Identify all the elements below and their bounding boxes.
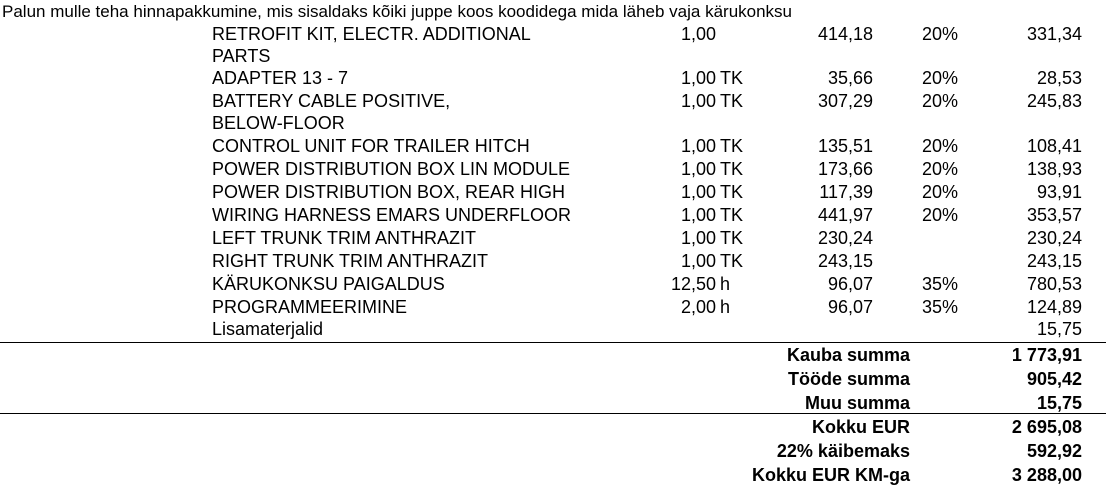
item-total: 28,53 [1036, 68, 1082, 88]
item-qty: 2,00 [680, 297, 716, 317]
line-item [0, 273, 1106, 295]
line-item [0, 90, 1106, 112]
item-total: 331,34 [1026, 24, 1082, 44]
line-item [0, 158, 1106, 180]
item-unit: TK [720, 136, 744, 156]
line-item [0, 204, 1106, 226]
line-item [0, 135, 1106, 157]
item-unit: TK [720, 205, 744, 225]
item-price: 441,97 [817, 205, 873, 225]
subtotal-label: Muu summa [804, 393, 910, 413]
grand-total-label: Kokku EUR KM-ga [751, 465, 910, 485]
vat-value: 592,92 [1026, 441, 1082, 461]
item-unit: TK [720, 68, 744, 88]
intro-text: Palun mulle teha hinnapakkumine, mis sisaldaks kõiki juppe koos koodidega mida läheb vaja kärukonksu [2, 2, 793, 21]
item-total: 245,83 [1026, 91, 1082, 111]
item-qty: 12,50 [670, 274, 716, 294]
subtotal-label: Kauba summa [786, 345, 910, 365]
item-price: 230,24 [817, 228, 873, 248]
subtotal-row [0, 343, 1106, 367]
subtotal-label: Tööde summa [787, 369, 910, 389]
line-item [0, 227, 1106, 249]
item-qty: 1,00 [680, 68, 716, 88]
divider-line [0, 413, 1106, 414]
item-name: WIRING HARNESS EMARS UNDERFLOOR [212, 205, 572, 225]
item-name: RIGHT TRUNK TRIM ANTHRAZIT [212, 251, 489, 271]
subtotal-row [0, 391, 1106, 415]
item-price: 414,18 [817, 24, 873, 44]
item-total: 230,24 [1026, 228, 1082, 248]
item-name: PROGRAMMEERIMINE [212, 297, 408, 317]
vat-row [0, 439, 1106, 463]
item-vat: 20% [922, 182, 959, 202]
line-item [0, 250, 1106, 272]
item-total: 353,57 [1026, 205, 1082, 225]
item-price: 35,66 [827, 68, 873, 88]
item-name: ADAPTER 13 - 7 [212, 68, 349, 88]
item-name-line2: PARTS [212, 46, 271, 66]
item-vat: 35% [922, 297, 959, 317]
item-name: CONTROL UNIT FOR TRAILER HITCH [212, 136, 530, 156]
item-total: 243,15 [1026, 251, 1082, 271]
item-vat: 20% [922, 24, 959, 44]
item-unit: h [720, 274, 731, 294]
subtotal-value: 1 773,91 [1011, 345, 1082, 365]
item-name: POWER DISTRIBUTION BOX, REAR HIGH [212, 182, 566, 202]
item-vat: 35% [922, 274, 959, 294]
subtotal-value: 905,42 [1026, 369, 1082, 389]
grand-total-row [0, 463, 1106, 487]
total-label: Kokku EUR [811, 417, 910, 437]
item-name: BATTERY CABLE POSITIVE, [212, 91, 451, 111]
item-name: Lisamaterjalid [212, 319, 324, 339]
item-total: 138,93 [1026, 159, 1082, 179]
line-item [0, 296, 1106, 318]
item-price: 243,15 [817, 251, 873, 271]
item-name: RETROFIT KIT, ELECTR. ADDITIONAL [212, 24, 531, 44]
item-price: 173,66 [817, 159, 873, 179]
total-row [0, 415, 1106, 439]
item-name: LEFT TRUNK TRIM ANTHRAZIT [212, 228, 477, 248]
item-vat: 20% [922, 91, 959, 111]
item-qty: 1,00 [680, 91, 716, 111]
item-unit: TK [720, 251, 744, 271]
item-qty: 1,00 [680, 24, 716, 44]
item-vat: 20% [922, 136, 959, 156]
line-item [0, 23, 1106, 45]
item-price: 135,51 [817, 136, 873, 156]
item-qty: 1,00 [680, 251, 716, 271]
item-total: 124,89 [1026, 297, 1082, 317]
line-item [0, 67, 1106, 89]
item-unit: TK [720, 182, 744, 202]
item-qty: 1,00 [680, 159, 716, 179]
item-unit: TK [720, 228, 744, 248]
item-vat: 20% [922, 205, 959, 225]
item-name: POWER DISTRIBUTION BOX LIN MODULE [212, 159, 571, 179]
item-total: 15,75 [1036, 319, 1082, 339]
item-qty: 1,00 [680, 228, 716, 248]
total-value: 2 695,08 [1011, 417, 1082, 437]
item-unit: h [720, 297, 731, 317]
item-unit: TK [720, 91, 744, 111]
line-item-continuation [0, 112, 1106, 134]
line-item [0, 318, 1106, 340]
item-price: 96,07 [827, 274, 873, 294]
item-name-line2: BELOW-FLOOR [212, 113, 345, 133]
item-total: 93,91 [1036, 182, 1082, 202]
item-vat: 20% [922, 159, 959, 179]
item-price: 307,29 [817, 91, 873, 111]
item-qty: 1,00 [680, 182, 716, 202]
item-name: KÄRUKONKSU PAIGALDUS [212, 274, 445, 294]
subtotal-row [0, 367, 1106, 391]
item-vat: 20% [922, 68, 959, 88]
grand-total-value: 3 288,00 [1011, 465, 1082, 485]
line-item-continuation [0, 45, 1106, 67]
item-price: 96,07 [827, 297, 873, 317]
item-total: 108,41 [1026, 136, 1082, 156]
item-total: 780,53 [1026, 274, 1082, 294]
item-qty: 1,00 [680, 205, 716, 225]
item-price: 117,39 [819, 182, 873, 202]
line-item [0, 181, 1106, 203]
vat-label: 22% käibemaks [776, 441, 910, 461]
item-qty: 1,00 [680, 136, 716, 156]
subtotal-value: 15,75 [1036, 393, 1082, 413]
item-unit: TK [720, 159, 744, 179]
